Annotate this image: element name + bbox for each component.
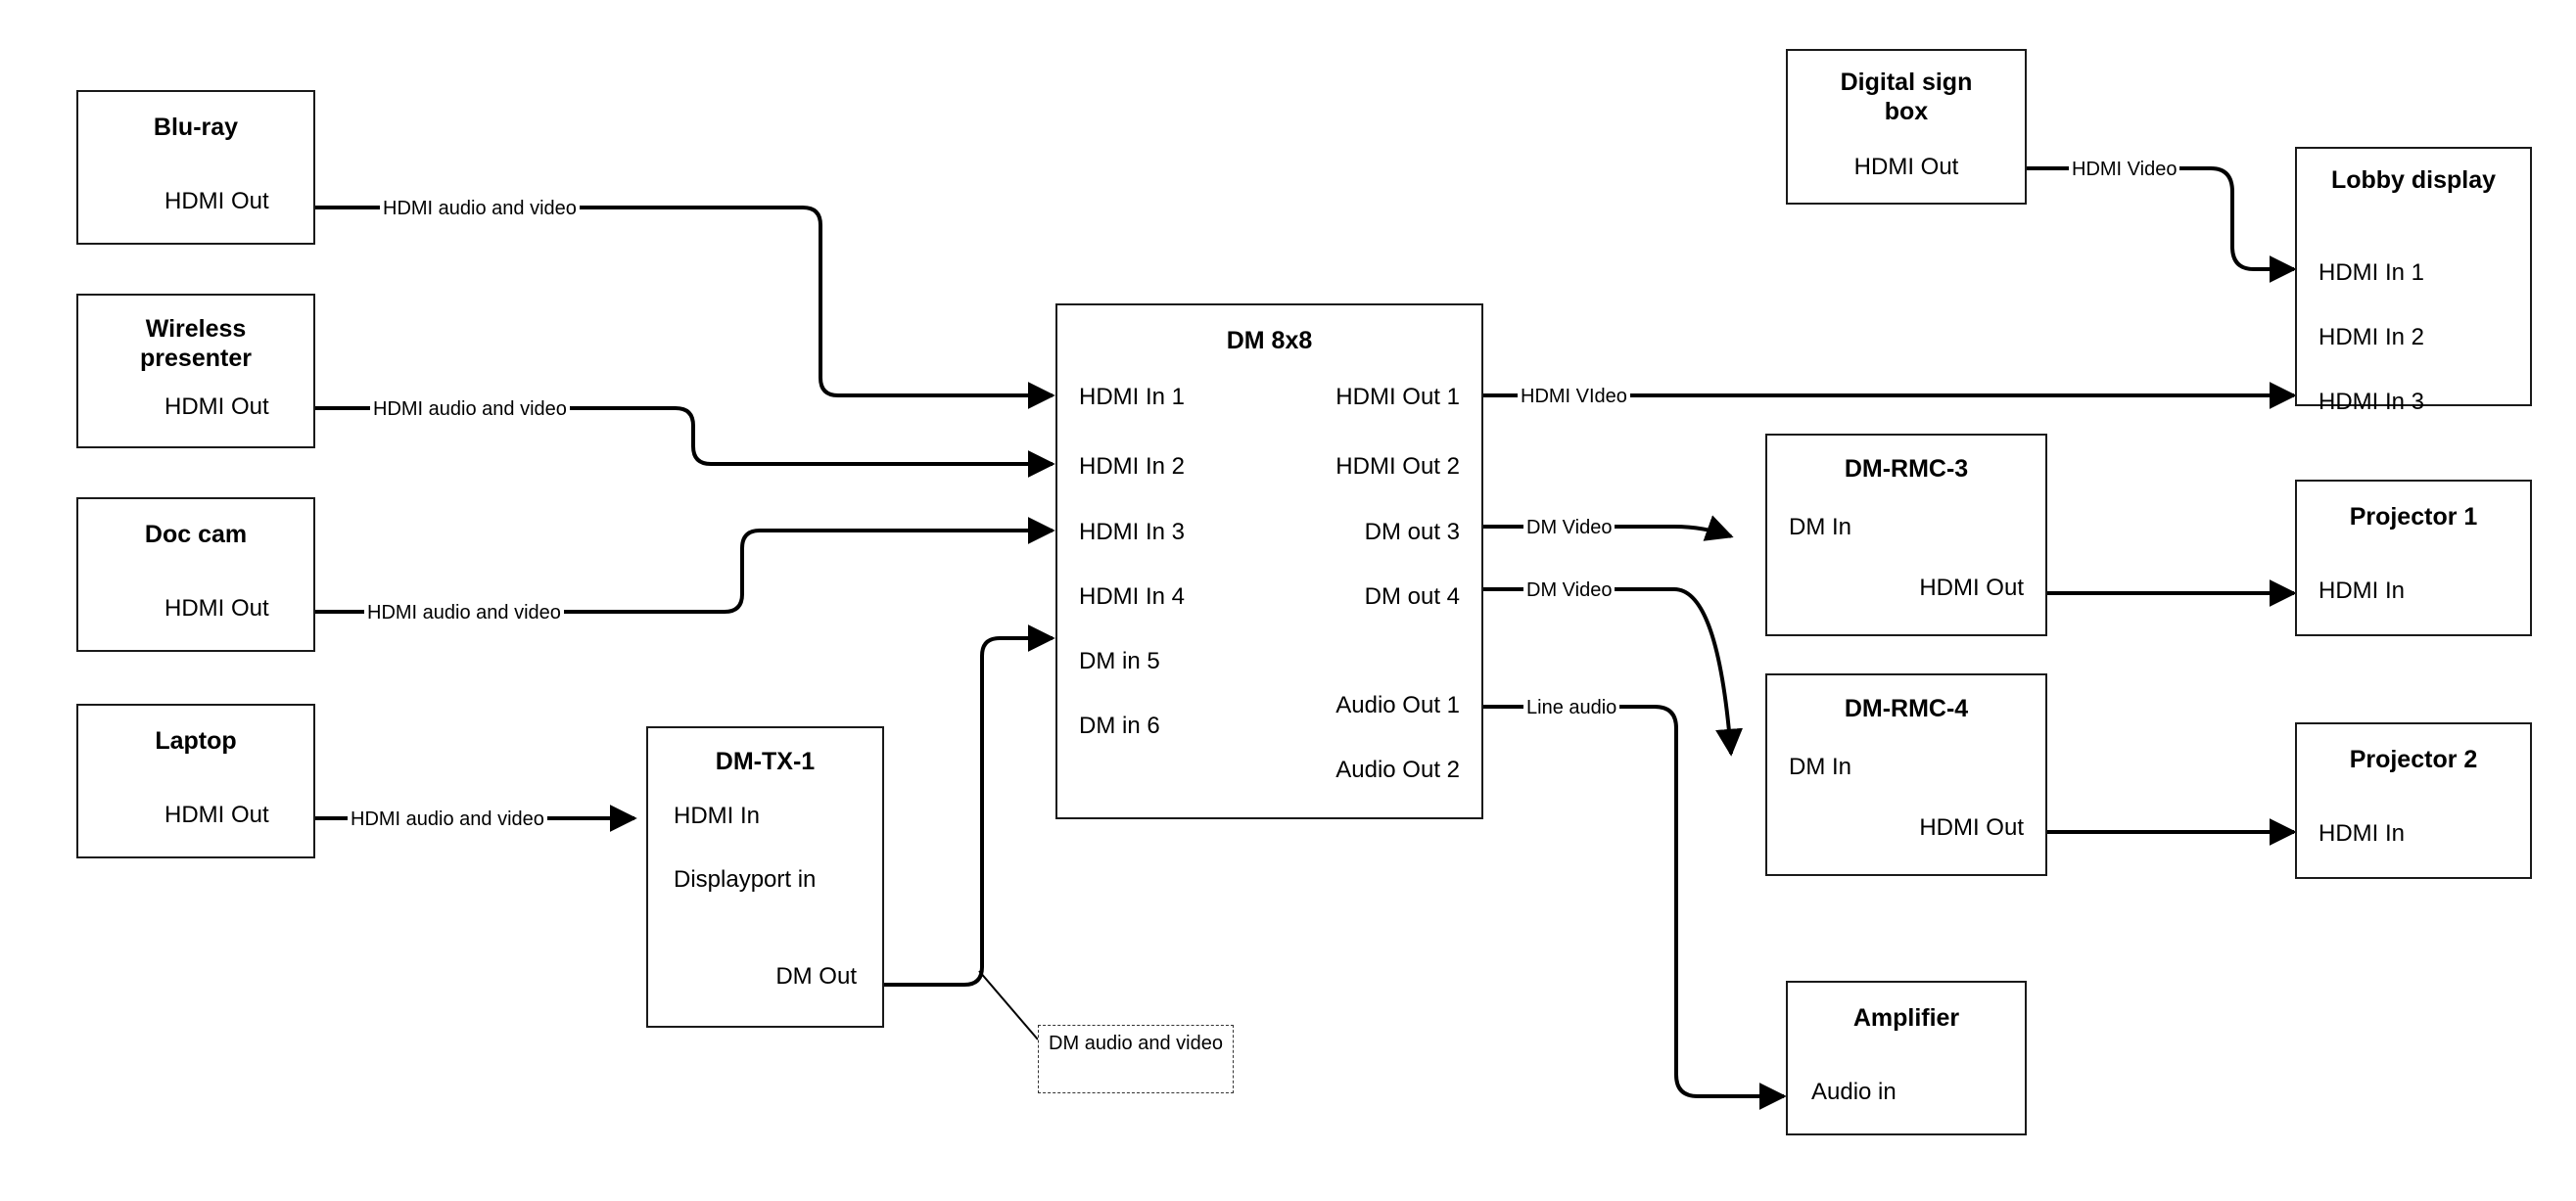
port-dm-in-5: DM in 5 [1079,648,1160,674]
note-dm-audio-video: DM audio and video [1038,1025,1234,1093]
node-dm-tx-1[interactable] [646,726,884,1028]
port-hdmi-out-1: HDMI Out 1 [1335,384,1460,410]
port-hdmi-in: HDMI In [2318,820,2406,847]
node-dm-rmc-4[interactable] [1765,673,2047,876]
port-hdmi-out: HDMI Out [164,802,269,828]
port-hdmi-out: HDMI Out [164,188,269,214]
port-displayport-in: Displayport in [674,866,817,893]
node-dm-8x8[interactable] [1055,303,1483,819]
port-hdmi-in-3: HDMI In 3 [2318,389,2425,415]
node-title: Blu-ray [153,114,239,141]
node-dm-rmc-3[interactable] [1765,434,2047,636]
node-title: DM 8x8 [1226,327,1313,354]
port-hdmi-in-1: HDMI In 1 [2318,259,2425,286]
port-hdmi-in-1: HDMI In 1 [1079,384,1186,410]
port-hdmi-out: HDMI Out [164,393,269,420]
edge-label-bluray-hdmi: HDMI audio and video [380,196,580,221]
node-title: DM-RMC-3 [1844,455,1969,483]
node-title: DM-TX-1 [715,748,816,775]
edge-label-dm-video-4: DM Video [1523,577,1615,603]
port-hdmi-in-3: HDMI In 3 [1079,519,1186,545]
port-hdmi-in: HDMI In [2318,577,2406,604]
edge-label-line-audio: Line audio [1523,695,1619,720]
port-audio-in: Audio in [1811,1079,1897,1105]
node-lobby-display[interactable] [2295,147,2532,415]
edge-label-hdmi-video-out1: HDMI VIdeo [1518,384,1630,409]
port-dm-in: DM In [1789,514,1852,540]
port-hdmi-out: HDMI Out [1853,154,1959,180]
port-hdmi-out: HDMI Out [164,595,269,622]
port-audio-out-2: Audio Out 2 [1335,757,1460,783]
port-dm-out-3: DM out 3 [1364,519,1460,545]
node-bluray[interactable] [76,90,315,245]
node-laptop[interactable] [76,704,315,858]
edge-label-dm-video-3: DM Video [1523,515,1615,540]
node-title: DM-RMC-4 [1844,695,1969,722]
port-audio-out-1: Audio Out 1 [1335,692,1460,718]
edge-label-wireless-hdmi: HDMI audio and video [370,396,570,422]
node-wireless-presenter[interactable] [76,294,315,448]
node-projector-1[interactable] [2295,480,2532,636]
node-title: Laptop [155,727,237,755]
edge-label-doccam-hdmi: HDMI audio and video [364,600,564,625]
node-title: Projector 2 [2349,746,2478,773]
edge-label-hdmi-video-sign: HDMI Video [2069,157,2179,182]
port-hdmi-in-2: HDMI In 2 [1079,453,1186,480]
node-doc-cam[interactable] [76,497,315,652]
node-title: Wireless presenter [140,315,252,372]
port-dm-out: DM Out [775,963,857,990]
node-title: Doc cam [144,521,248,548]
node-title: Lobby display [2330,166,2497,194]
port-hdmi-in: HDMI In [674,803,761,829]
port-dm-in: DM In [1789,754,1852,780]
port-hdmi-in-2: HDMI In 2 [2318,324,2425,350]
node-title: Projector 1 [2349,503,2478,531]
port-hdmi-out: HDMI Out [1919,814,2024,841]
node-projector-2[interactable] [2295,722,2532,879]
port-hdmi-out-2: HDMI Out 2 [1335,453,1460,480]
port-hdmi-in-4: HDMI In 4 [1079,583,1186,610]
edge-label-laptop-hdmi: HDMI audio and video [348,807,547,832]
node-digital-sign-box[interactable] [1786,49,2027,205]
node-title: Amplifier [1852,1004,1960,1032]
port-dm-in-6: DM in 6 [1079,713,1160,739]
node-amplifier[interactable] [1786,981,2027,1135]
port-dm-out-4: DM out 4 [1364,583,1460,610]
node-title: Digital sign box [1840,69,1973,125]
port-hdmi-out: HDMI Out [1919,575,2024,601]
